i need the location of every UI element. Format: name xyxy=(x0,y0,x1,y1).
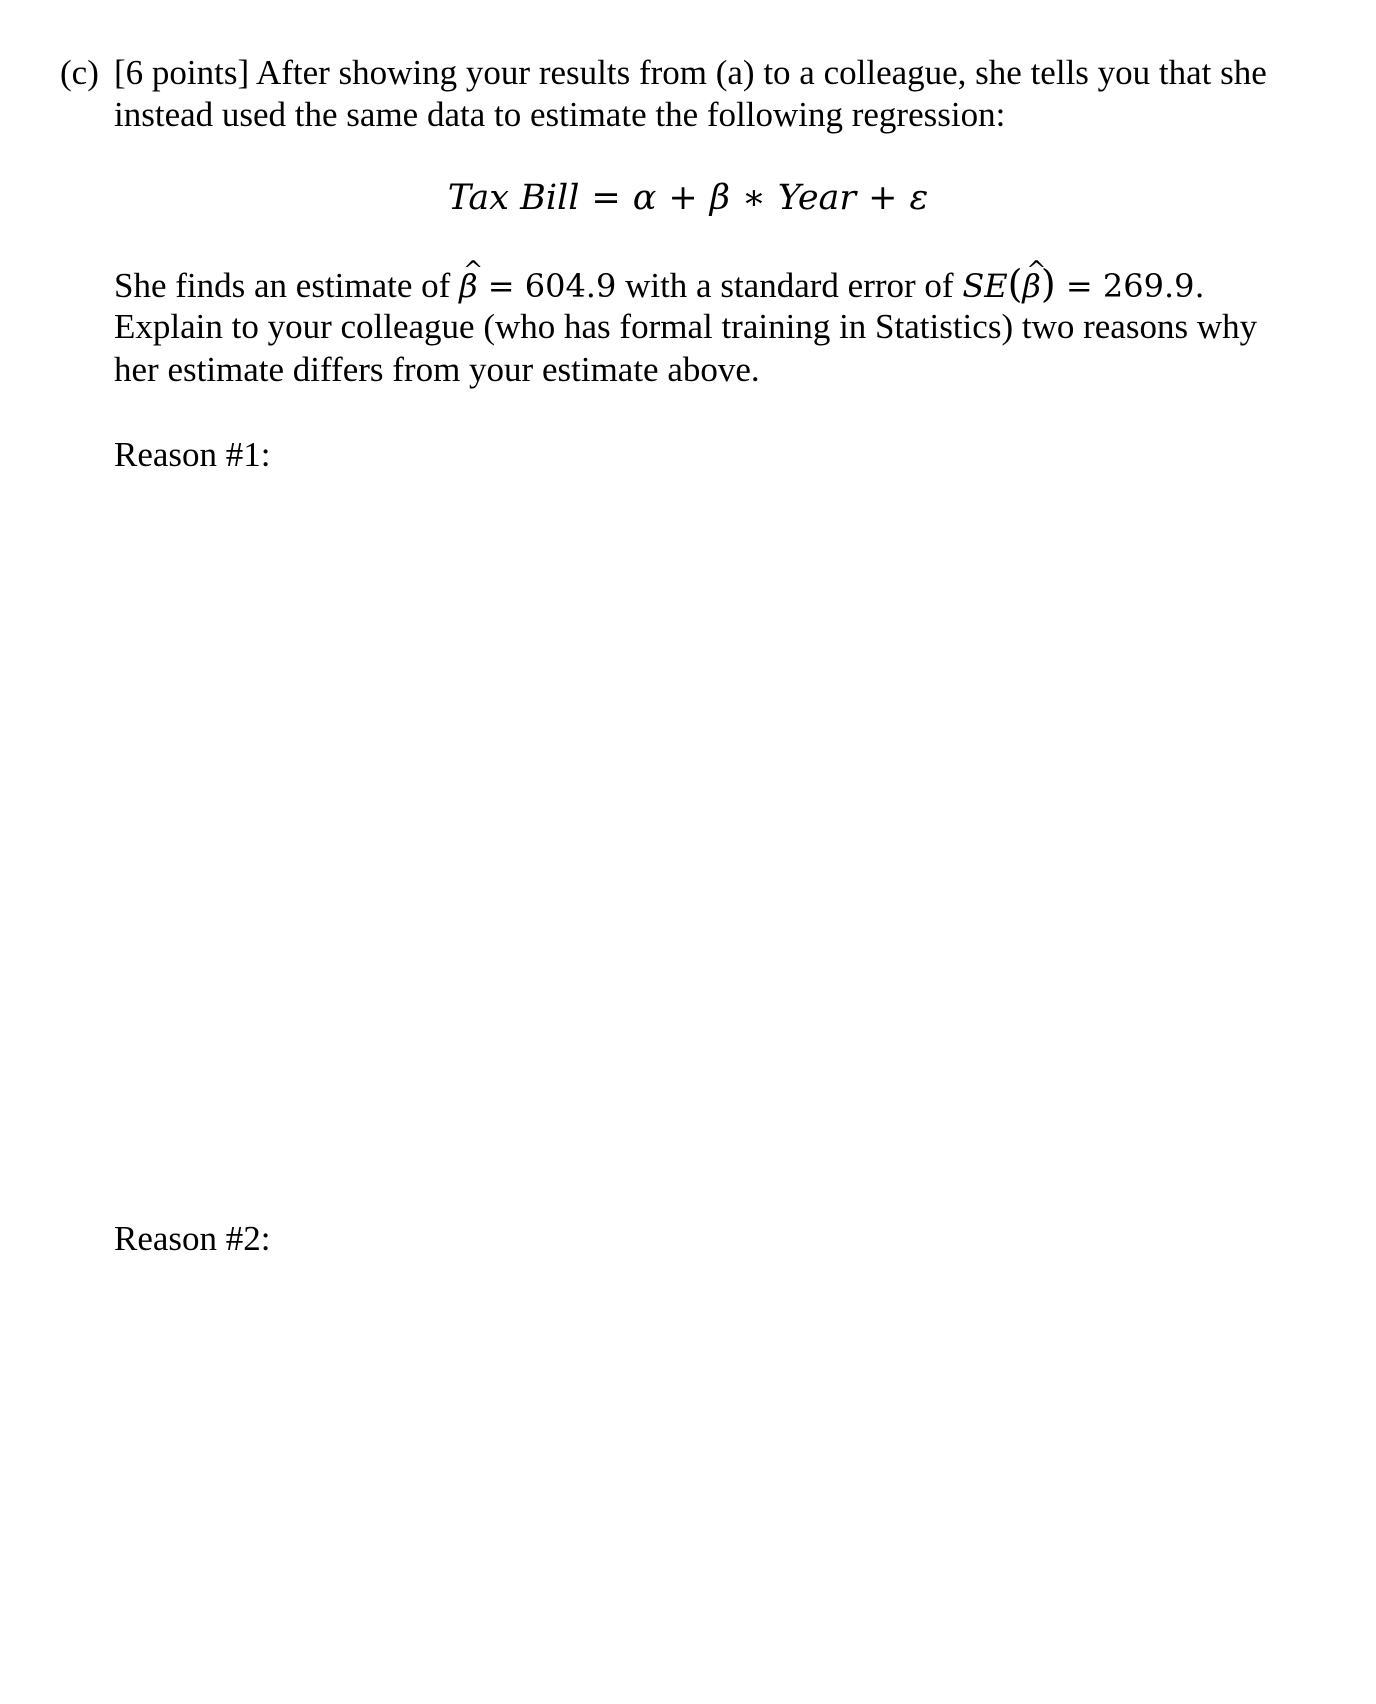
paragraph-line-2: Explain to your colleague (who has formal training in Statistics) two reasons why xyxy=(114,307,1258,346)
beta-estimate-value: = 604.9 xyxy=(477,267,617,305)
equation-star: ∗ xyxy=(741,178,766,218)
reason-1-label: Reason #1: xyxy=(114,435,271,474)
se-beta-hat-symbol: ^ β xyxy=(1022,265,1041,307)
se-value: = 269.9. xyxy=(1055,267,1205,305)
beta-hat-symbol: ^ β xyxy=(459,265,478,307)
equation-lhs: Tax Bill xyxy=(447,178,580,218)
equation-alpha: α xyxy=(632,178,657,218)
paragraph-line-3: her estimate differs from your estimate above. xyxy=(114,350,760,389)
reason-2-label: Reason #2: xyxy=(114,1219,271,1258)
equation-plus-1: + xyxy=(668,178,698,218)
paragraph-mid: with a standard error of xyxy=(616,266,963,305)
se-symbol: SE xyxy=(962,267,1008,305)
question-label: (c) xyxy=(60,53,99,92)
equation-year: Year xyxy=(777,178,857,218)
question-text-line-2: instead used the same data to estimate the following regression: xyxy=(114,95,1006,134)
equation-equals: = xyxy=(591,178,621,218)
question-text-line-1: [6 points] After showing your results from (a) to a colleague, she tells you that she xyxy=(114,53,1267,92)
se-left-paren: ( xyxy=(1007,262,1023,306)
paragraph-prefix: She finds an estimate of xyxy=(114,266,460,305)
equation-plus-2: + xyxy=(868,178,898,218)
paragraph-line-1 xyxy=(114,263,1205,307)
reason-1-answer-space[interactable] xyxy=(114,490,1294,1190)
reason-2-answer-space[interactable] xyxy=(114,1276,1294,1676)
se-right-paren: ) xyxy=(1040,262,1056,306)
equation-beta: β xyxy=(709,178,730,218)
equation-epsilon: ε xyxy=(909,178,929,218)
regression-equation xyxy=(0,176,1376,220)
